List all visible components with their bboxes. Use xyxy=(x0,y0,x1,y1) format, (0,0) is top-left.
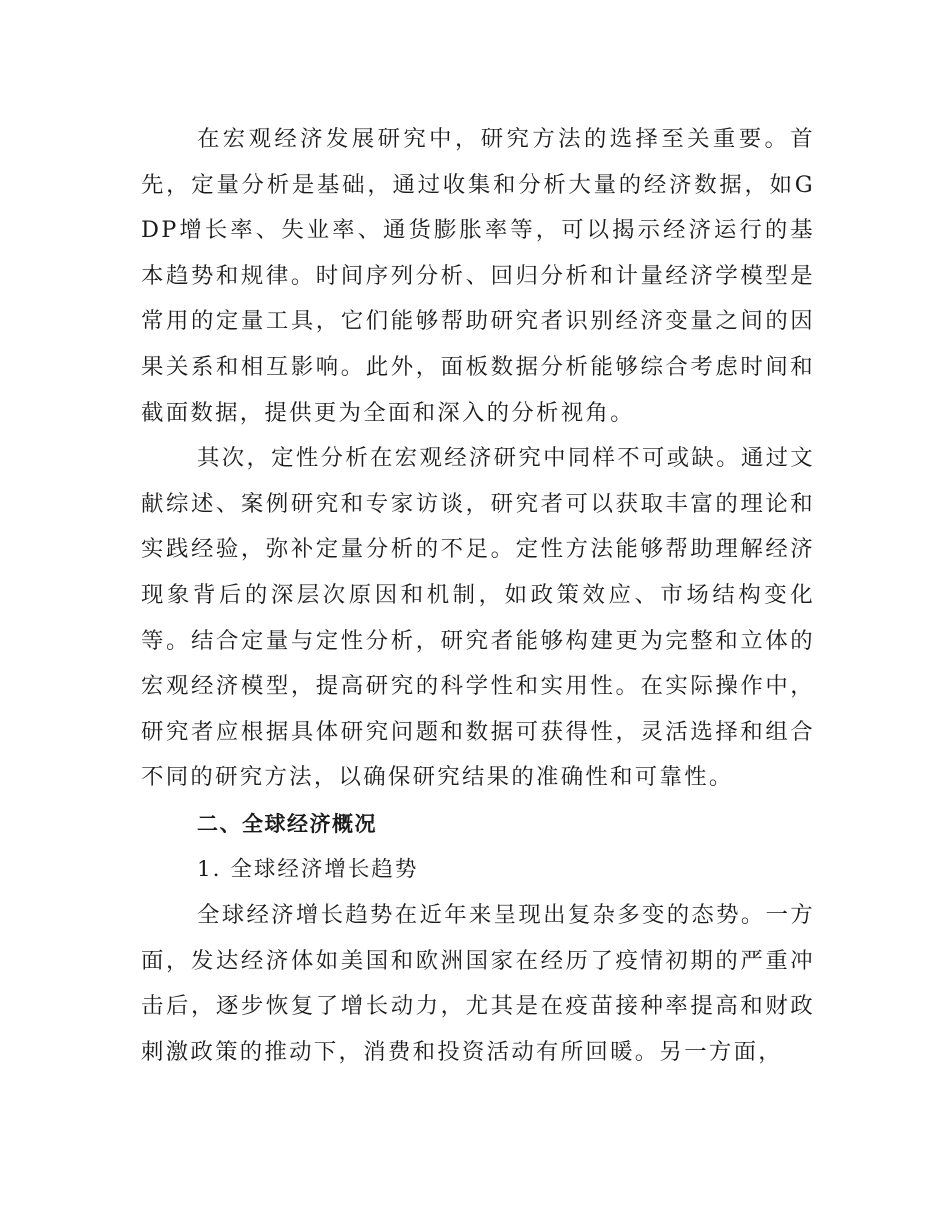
paragraph-qualitative-analysis: 其次，定性分析在宏观经济研究中同样不可或缺。通过文献综述、案例研究和专家访谈，研究者可以获取丰富的理论和实践经验，弥补定量分析的不足。定性方法能够帮助理解经济现象背后的深层次原因和机制，如政策效应、市场结构变化等。结合定量与定性分析，研究者能够构建更为完整和立体的宏观经济模型，提高研究的科学性和实用性。在实际操作中，研究者应根据具体研究问题和数据可获得性，灵活选择和组合不同的研究方法，以确保研究结果的准确性和可靠性。 xyxy=(141,445,815,791)
document-body xyxy=(141,117,815,1075)
section-heading: 二、全球经济概况 xyxy=(197,811,377,836)
subsection-heading: 1. 全球经济增长趋势 xyxy=(197,856,419,882)
paragraph-global-growth: 全球经济增长趋势在近年来呈现出复杂多变的态势。一方面，发达经济体如美国和欧洲国家在经历了疫情初期的严重冲击后，逐步恢复了增长动力，尤其是在疫苗接种率提高和财政刺激政策的推动下，消费和投资活动有所回暖。另一方面， xyxy=(141,901,815,1065)
paragraph-research-methods: 在宏观经济发展研究中，研究方法的选择至关重要。首先，定量分析是基础，通过收集和分析大量的经济数据，如GDP增长率、失业率、通货膨胀率等，可以揭示经济运行的基本趋势和规律。时间序列分析、回归分析和计量经济学模型是常用的定量工具，它们能够帮助研究者识别经济变量之间的因果关系和相互影响。此外，面板数据分析能够综合考虑时间和截面数据，提供更为全面和深入的分析视角。 xyxy=(141,126,815,426)
